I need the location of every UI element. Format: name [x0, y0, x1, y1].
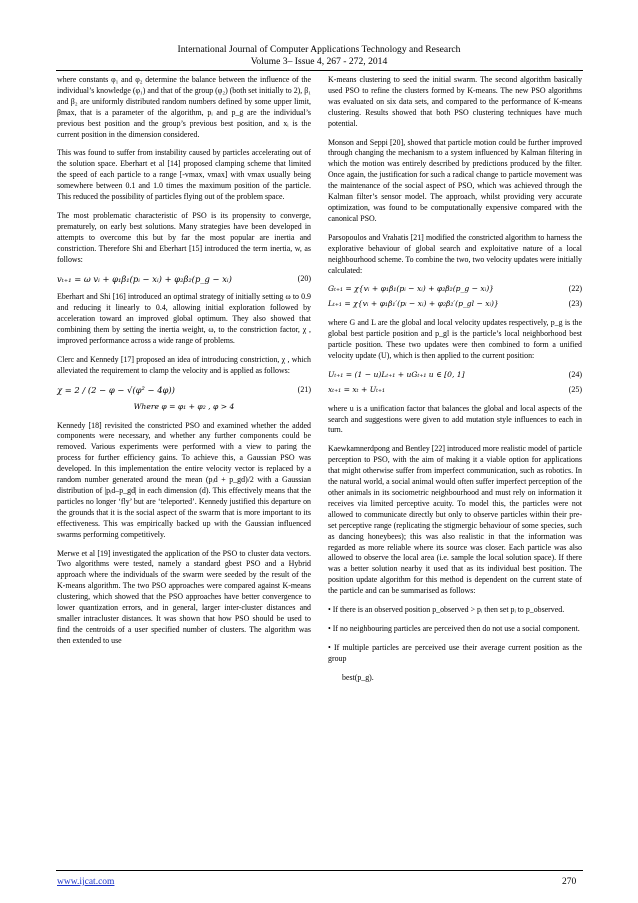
- equation-number: (20): [297, 273, 311, 283]
- paragraph: Merwe et al [19] investigated the application of the PSO to cluster data vectors. Two algorithms were tested, namely a standard gbest PSO and a Hybrid approach where the individuals of the swarm were seeded by the result of the K-means algorithm. The two PSO approaches were compared against K-means clustering, which showed that the PSO approaches have better convergence to lower quantization errors, and in general, larger inter-cluster distances and smaller intracluster distances. It was shown that how PSO should be used to find the centroids of a user specified number of clusters. The algorithm was then extended to use: [57, 548, 311, 645]
- equation-22: [328, 284, 582, 295]
- right-column: [328, 75, 582, 692]
- left-column: [57, 75, 311, 655]
- equation-23: [328, 299, 582, 310]
- equation-number: (22): [568, 284, 582, 294]
- paragraph: Kaewkamnerdpong and Bentley [22] introduced more realistic model of particle perception to PSO, with the aim of making it a viable option for applications that might otherwise suffer from imperfect communication, such as robotics. In the natural world, a social animal would often suffer imperfect perception of the other animals in its sociometric neighbourhood and must rely on information it receives via limited perceptive acuity. To model this, the particles were not allowed to communicate directly but only to observe particles within their pre-set perceptive range (replicating the stigmergic behaviour of some species, such as dancing honeybees); this was also realistic in that the information was regarded as more reliable where its source was closer. Each particle was also allowed to observe the local area (i.e. sample the local solution space). If there was a better solution nearby it used that as its individual best position. The position update algorithm for this method is dependent on the current state of the particle and can be summarised as follows:: [328, 444, 582, 596]
- bullet-item: • If no neighbouring particles are perceived then do not use a social component.: [328, 623, 580, 633]
- equation-25: [328, 385, 582, 396]
- footer-rule: [56, 870, 583, 871]
- equation-where: Where φ = φ₁ + φ₂ , φ > 4: [133, 401, 235, 411]
- journal-title: International Journal of Computer Applications Technology and Research: [177, 44, 461, 55]
- header-rule: [56, 70, 583, 71]
- paragraph: where u is a unification factor that balances the global and local aspects of the search and suggestions were given to add mutation style influences to each in turn.: [328, 403, 582, 435]
- bullet-item: • If there is an observed position p_observed > pᵢ then set pᵢ to p_observed.: [328, 605, 565, 615]
- equation-21-where: [57, 402, 311, 413]
- paragraph: Eberhart and Shi [16] introduced an optimal strategy of initially setting ω to 0.9 and reducing it linearly to 0.4, allowing initial exploration followed by acceleration toward an improved global optimum. They also showed that combining them by setting the inertia weight, ω, to the constriction factor, χ , improved performance across a wide range of problems.: [57, 292, 311, 346]
- page-header: [0, 44, 638, 68]
- equation-24: [328, 370, 582, 381]
- bullet-continuation: best(p_g).: [342, 672, 374, 682]
- equation-body: Uₜ₊₁ = (1 − u)Lₜ₊₁ + uGₜ₊₁ u ∈ [0, 1]: [328, 369, 465, 379]
- equation-body: Lₜ₊₁ = χ{vᵢ + φ₁β₁′(pᵢ − xᵢ) + φ₂β₂′(p_gl − xᵢ)}: [328, 299, 499, 309]
- equation-21: [57, 385, 311, 396]
- bullet-item: • If multiple particles are perceived use their average current position as the group: [328, 642, 582, 663]
- equation-body: xₜ₊₁ = xₜ + Uₜ₊₁: [328, 384, 386, 394]
- paragraph: where constants φ₁ and φ₂ determine the balance between the influence of the individual’s knowledge (φ₁) and that of the group (φ₂) (both set initially to 2), β₁ and β₂ are uniformly distributed random numbers defined by some upper limit, βmax, that is a parameter of the algorithm, pᵢ and p_g are the individual’s previous best position and the group’s previous best position, and xᵢ is the current position in the dimension considered.: [57, 75, 311, 139]
- paragraph: Kennedy [18] revisited the constricted PSO and examined whether the added components were necessary, and whether any further components could be removed. Various experiments were performed with a view to paring the process for further efficiency gains. To achieve this, a Gaussian PSO was developed. In this implementation the entire velocity vector is replaced by a random number generated around the mean (pᵢd + p_gd)/2 with a Gaussian distribution of |pᵢd–p_gd| in each dimension (d). This effectively means that the particles no longer ‘fly’ but are ‘teleported’. Kennedy justified this departure on the grounds that it is the social aspect of the swarm that is more important to its effectiveness. This was empirically backed up with the Gaussian influenced swarms performing competitively.: [57, 420, 311, 539]
- paragraph: K-means clustering to seed the initial swarm. The second algorithm basically used PSO to refine the clusters formed by K-means. The new PSO algorithms was evaluated on six data sets, and compared to the performance of K-means clustering. Results showed that both PSO clustering techniques have much potential.: [328, 75, 582, 128]
- equation-number: (25): [568, 384, 582, 394]
- paragraph: Parsopoulos and Vrahatis [21] modified the constricted algorithm to harness the explorative behaviour of global search and exploitative nature of a local neighbourhood scheme. To combine the two, two velocity updates were initially calculated:: [328, 232, 582, 275]
- equation-number: (24): [568, 369, 582, 379]
- paragraph: The most problematic characteristic of PSO is its propensity to converge, prematurely, on early best solutions. Many strategies have been developed in attempts to overcome this but by far the most popular are inertia and constriction. Therefore Shi and Eberhart [15] introduced the term inertia, w, as follows:: [57, 210, 311, 264]
- paragraph: Monson and Seppi [20], showed that particle motion could be further improved through changing the mechanism to a system influenced by Kalman filtering in which the motion was entirely described by predictions produced by the filter. Once again, the justification for such a radical change to particle movement was the maintenance of the social aspect of PSO, which was achieved through the Kalman filter’s sensor model. The approach, whilst providing very accurate optimization, was found to be computationally expensive compared with the canonical PSO.: [328, 137, 582, 223]
- journal-volume: Volume 3– Issue 4, 267 - 272, 2014: [250, 56, 388, 67]
- equation-body: χ = 2 / (2 − φ − √(φ² − 4φ)): [57, 384, 175, 395]
- equation-20: [57, 274, 311, 285]
- page-number: 270: [562, 877, 577, 887]
- equation-number: (21): [297, 384, 311, 394]
- journal-website-link[interactable]: www.ijcat.com: [57, 877, 115, 887]
- equation-body: vₜ₊₁ = ω vᵢ + φ₁β₁(pᵢ − xᵢ) + φ₂β₂(p_g − xᵢ): [57, 273, 232, 284]
- equation-body: Gₜ₊₁ = χ{vᵢ + φ₁β₁(pᵢ − xᵢ) + φ₂β₂(p_g − xᵢ)}: [328, 284, 494, 294]
- paragraph: where G and L are the global and local velocity updates respectively, p_g is the global best particle position and p_gl is the particle’s local neighborhood best particle position. These two updates were then combined to form a unified velocity update (U), which is then applied to the current position:: [328, 318, 582, 360]
- equation-number: (23): [568, 299, 582, 309]
- paragraph: Clerc and Kennedy [17] proposed an idea of introducing constriction, χ , which alleviated the requirement to clamp the velocity and is applied as follows:: [57, 354, 311, 375]
- paragraph: This was found to suffer from instability caused by particles accelerating out of the solution space. Eberhart et al [14] proposed clamping scheme that limited the speed of each particle to a range [-vmax, vmax] with vmax usually being somewhere between 0.1 and 1.0 times the maximum position of the particle. This reduced the possibility of particles flying out of the problem space.: [57, 148, 311, 202]
